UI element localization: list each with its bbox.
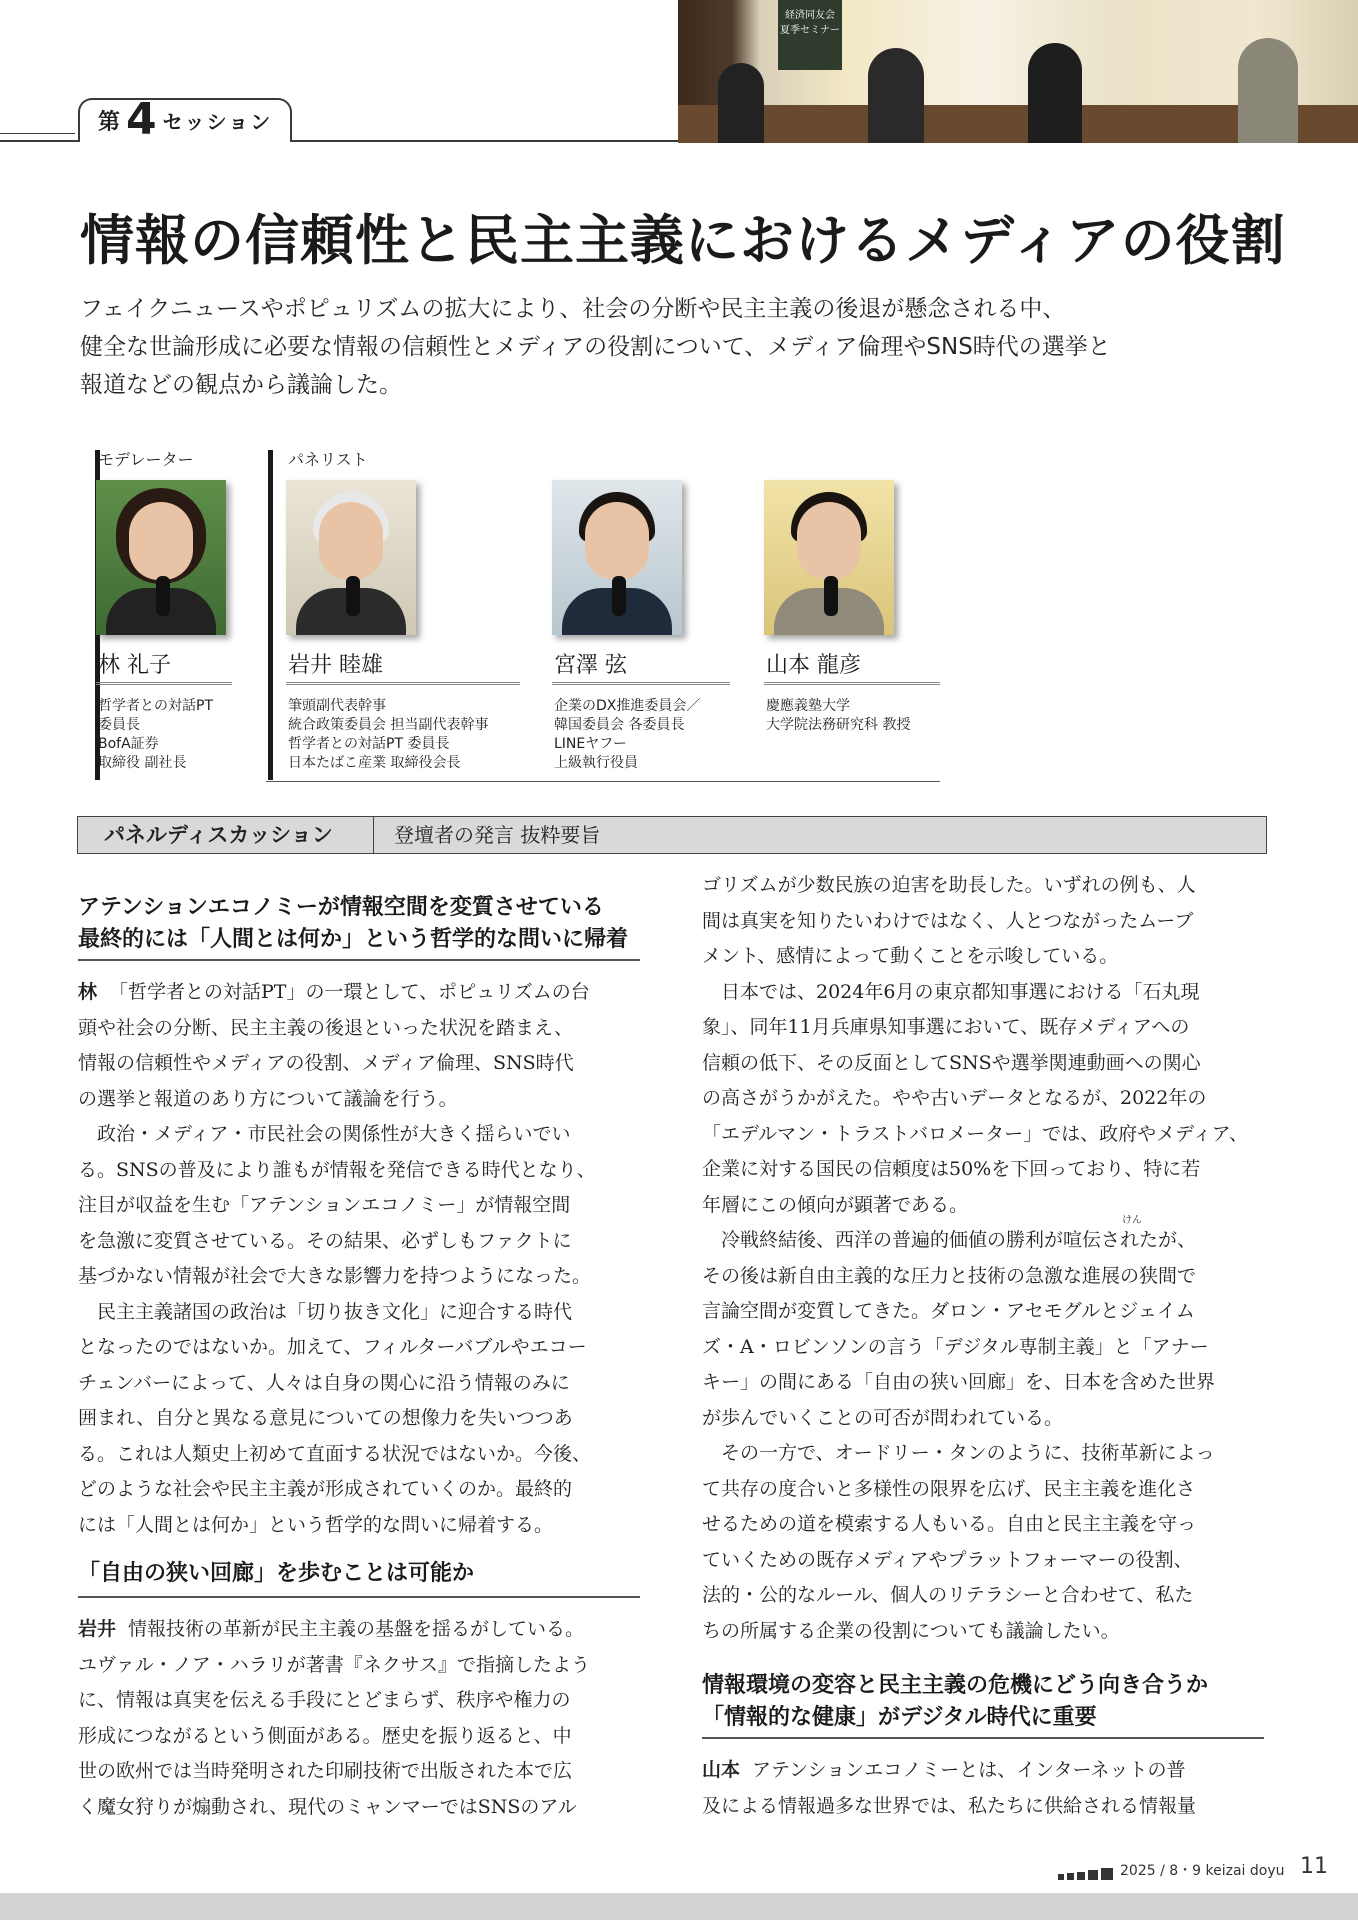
portrait-iwai	[286, 480, 416, 635]
name-rule	[286, 682, 520, 685]
speaker-name: 岩井	[78, 1618, 117, 1640]
portrait-miyazawa	[552, 480, 682, 635]
panel-bottom-rule	[266, 781, 940, 782]
person-roles: 企業のDX推進委員会／ 韓国委員会 各委員長 LINEヤフー 上級執行役員	[554, 698, 701, 771]
name-rule	[96, 682, 232, 685]
page-title: 情報の信頼性と民主主義におけるメディアの役割	[80, 209, 1286, 272]
lead-paragraph: フェイクニュースやポピュリズムの拡大により、社会の分断や民主主義の後退が懸念される中、 健全な世論形成に必要な情報の信頼性とメディアの役割について、メディア倫理やSNS時代の選挙と 報道などの観点から議論した。	[80, 296, 1111, 398]
section-heading: 情報環境の変容と民主主義の危機にどう向き合うか 「情報的な健康」がデジタル時代に重要	[702, 1673, 1209, 1730]
heading-rule	[78, 959, 640, 961]
name-rule	[764, 682, 940, 685]
panelist-bar	[268, 450, 273, 780]
person-name: 林 礼子	[98, 653, 171, 678]
session-prefix: 第	[98, 110, 121, 135]
paragraph: 岩井 情報技術の革新が民主主義の基盤を揺るがしている。 ユヴァル・ノア・ハラリが著書『ネクサス』で指摘したよう に、情報は真実を伝える手段にとどまらず、秩序や権力の 形成につながるという側面がある。歴史を振り返ると、中 世の欧州では当時発明された印刷技術で出版された本で広 く魔女狩りが煽動され、現代のミャンマーではSNSのアル	[78, 1618, 591, 1818]
heading-rule	[702, 1737, 1264, 1739]
speaker-name: 林	[78, 981, 98, 1003]
person-roles: 哲学者との対話PT 委員長 BofA証券 取締役 副社長	[98, 698, 213, 771]
moderator-label: モデレーター	[98, 450, 194, 469]
heading-rule	[78, 1596, 640, 1598]
name-rule	[552, 682, 730, 685]
photo-person-2	[868, 48, 924, 143]
photo-person-1	[718, 63, 764, 143]
paragraph: ゴリズムが少数民族の迫害を助長した。いずれの例も、人 間は真実を知りたいわけではなく、人とつながったムーブ メント、感情によって動くことを示唆している。 日本では、2024年6月の東京都知事選における「石丸現 象」、同年11月兵庫県知事選において、既存メディアへの 信頼の低下、その反面としてSNSや選挙関連動画への関心 の高さがうかがえた。やや古いデータとなるが、2022年の 「エデルマン・トラストバロメーター」では、政府やメディア、 企業に対する国民の信頼度は50%を下回っており、特に若 年層にこの傾向が顕著である。 冷戦終結後、西洋の普遍的価値の勝利が喧伝されたが、 その後は新自由主義的な圧力と技術の急激な進展の狭間で 言論空間が変質してきた。ダロン・アセモグルとジェイム ズ・A・ロビンソンの言う「デジタル専制主義」と「アナー キー」の間にある「自由の狭い回廊」を、日本を含めた世界 が歩んでいくことの可否が問われている。 その一方で、オードリー・タンのように、技術革新によっ て共存の度合いと多様性の限界を広げ、民主主義を進化さ せるための道を模索する人もいる。自由と民主主義を守っ ていくための既存メディアやプラットフォーマーの役割、 法的・公的なルール、個人のリテラシーと合わせて、私た ちの所属する企業の役割についても議論したい。	[702, 874, 1249, 1642]
panelist-label: パネリスト	[288, 450, 368, 469]
footer-band	[0, 1893, 1358, 1920]
photo-sign: 経済同友会 夏季セミナー	[778, 0, 842, 70]
section-heading: アテンションエコノミーが情報空間を変質させている 最終的には「人間とは何か」という哲学的な問いに帰着	[78, 895, 629, 952]
person-name: 宮澤 弦	[554, 653, 627, 678]
person-roles: 慶應義塾大学 大学院法務研究科 教授	[766, 698, 911, 733]
header-rule-thin	[0, 133, 75, 134]
session-number: 4	[126, 94, 157, 145]
discussion-sublabel: 登壇者の発言 抜粋要旨	[394, 823, 601, 847]
person-name: 岩井 睦雄	[288, 653, 383, 678]
discussion-label: パネルディスカッション	[78, 817, 374, 853]
paragraph: 林 「哲学者との対話PT」の一環として、ポピュリズムの台 頭や社会の分断、民主主義の後退といった状況を踏まえ、 情報の信頼性やメディアの役割、メディア倫理、SNS時代 の選挙と報道のあり方について議論を行う。 政治・メディア・市民社会の関係性が大きく揺らいでい る。SNSの普及により誰もが情報を発信できる時代となり、 注目が収益を生む「アテンションエコノミー」が情報空間 を急激に変質させている。その結果、必ずしもファクトに 基づかない情報が社会で大きな影響力を持つようになった。 民主主義諸国の政治は「切り抜き文化」に迎合する時代 となったのではないか。加えて、フィルターバブルやエコー チェンバーによって、人々は自身の関心に沿う情報のみに 囲まれ、自分と異なる意見についての想像力を失いつつあ る。これは人類史上初めて直面する状況ではないか。今後、 どのような社会や民主主義が形成されていくのか。最終的 には「人間とは何か」という哲学的な問いに帰着する。	[78, 981, 596, 1536]
portrait-yamamoto	[764, 480, 894, 635]
portrait-hayashi	[96, 480, 226, 635]
speaker-name: 山本	[702, 1759, 741, 1781]
person-name: 山本 龍彦	[766, 653, 861, 678]
photo-person-3	[1028, 43, 1082, 143]
section-heading: 「自由の狭い回廊」を歩むことは可能か	[78, 1561, 475, 1586]
session-suffix: セッション	[162, 110, 273, 134]
session-tab	[78, 94, 292, 145]
photo-person-4	[1238, 38, 1298, 143]
page-number: 11	[1300, 1854, 1328, 1879]
discussion-bar	[77, 816, 1267, 854]
paragraph: 山本 アテンションエコノミーとは、インターネットの普 及による情報過多な世界では、私たちに供給される情報量	[702, 1759, 1197, 1817]
session-photo	[678, 0, 1358, 143]
person-roles: 筆頭副代表幹事 統合政策委員会 担当副代表幹事 哲学者との対話PT 委員長 日本たばこ産業 取締役会長	[288, 698, 489, 771]
footer-dots	[1058, 1868, 1113, 1880]
ruby-annotation: けん	[1122, 1215, 1142, 1226]
footer-issue: 2025 / 8・9 keizai doyu	[1120, 1863, 1285, 1879]
